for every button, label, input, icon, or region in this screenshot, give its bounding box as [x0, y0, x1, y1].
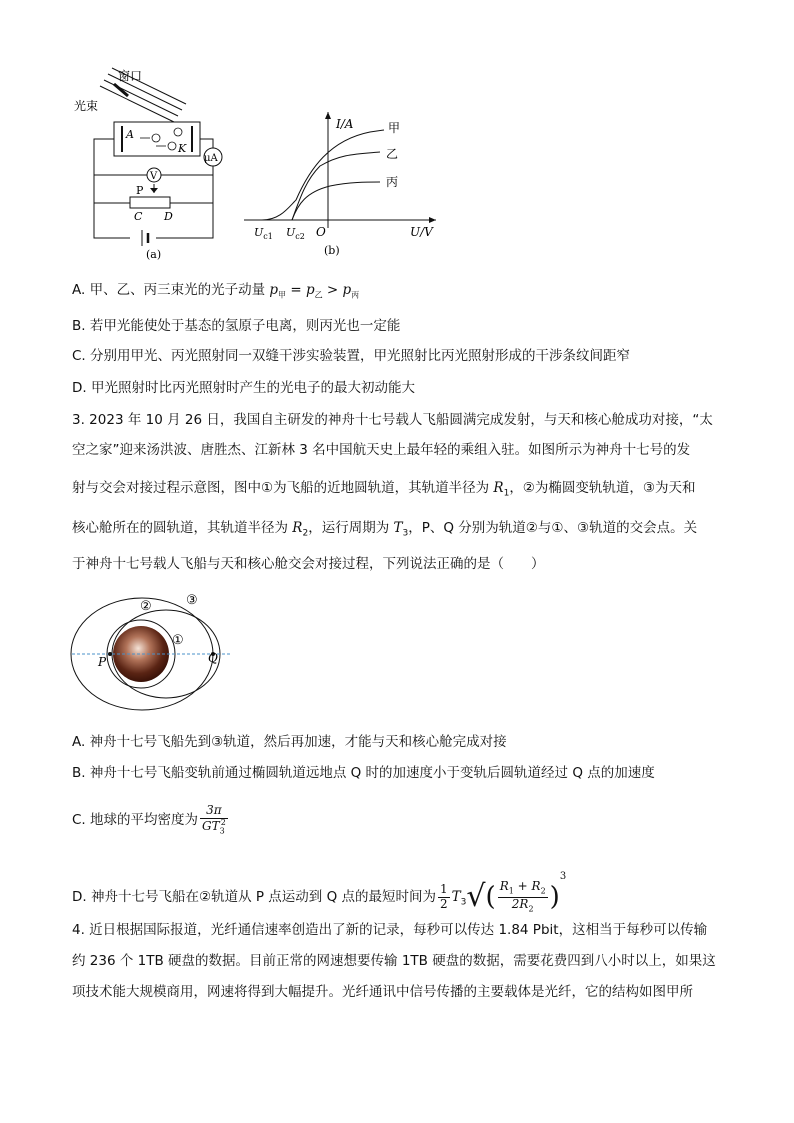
- q4-line2: 约 236 个 1TB 硬盘的数据。目前正常的网速想要传输 1TB 硬盘的数据，需要花费四到八小时以上，如果这: [72, 953, 716, 969]
- rheostat: [130, 197, 170, 208]
- curve-yi-label: 乙: [386, 147, 399, 161]
- slider-label: P: [136, 184, 144, 197]
- uc2-label: $U_{c2}$: [286, 226, 305, 241]
- q2-option-c: C. 分别用甲光、丙光照射同一双缝干涉实验装置，甲光照射比丙光照射形成的干涉条纹间距窄: [72, 348, 631, 364]
- curve-yi: [292, 152, 380, 220]
- q3-stem-line5: 于神舟十七号载人飞船与天和核心舱交会对接过程，下列说法正确的是（ ）: [72, 556, 545, 572]
- slider-arrow: [150, 188, 158, 193]
- figure-b-graph: [240, 108, 440, 258]
- point-q-label: Q: [208, 651, 218, 665]
- orbit-figure: [68, 590, 234, 720]
- anode-label: A: [126, 128, 134, 141]
- figure-a-caption: (a): [146, 248, 162, 261]
- figure-a-circuit: [70, 66, 230, 266]
- q3-option-b: B. 神舟十七号飞船变轨前通过椭圆轨道远地点 Q 时的加速度小于变轨后圆轨道经过 Q 点的加速度: [72, 765, 655, 781]
- orbit-3-label: ③: [186, 593, 198, 608]
- q3-stem-line4: 核心舱所在的圆轨道，其轨道半径为 $R_2$，运行周期为 $T_3$，P、Q 分别为轨道②与①、③轨道的交会点。关: [72, 520, 698, 539]
- light-beam: [100, 68, 186, 122]
- x-axis-label: U/V: [410, 225, 433, 239]
- q3-stem-line3: 射与交会对接过程示意图，图中①为飞船的近地圆轨道，其轨道半径为 $R_1$，②为椭圆变轨轨道，③为天和: [72, 480, 696, 499]
- figure-b-caption: (b): [324, 244, 340, 257]
- q3-stem-line1: 3. 2023 年 10 月 26 日，我国自主研发的神舟十七号载人飞船圆满完成发射，与天和核心舱成功对接，“太: [72, 412, 713, 428]
- q3-stem-line2: 空之家”迎来汤洪波、唐胜杰、江新林 3 名中国航天史上最年轻的乘组入驻。如图所示为神舟十七号的发: [72, 442, 691, 458]
- q2-option-b: B. 若甲光能使处于基态的氢原子电离，则丙光也一定能: [72, 318, 401, 334]
- voltmeter-label: V: [150, 171, 158, 182]
- q2-option-a: A. 甲、乙、丙三束光的光子动量 $p_甲 = p_乙 > p_丙$: [72, 282, 360, 300]
- curves: [262, 130, 384, 220]
- uc1-label: $U_{c1}$: [254, 226, 273, 241]
- cathode-label: K: [178, 142, 187, 155]
- y-axis-label: I/A: [336, 117, 354, 131]
- q4-line3: 项技术能大规模商用，网速将得到大幅提升。光纤通讯中信号传播的主要载体是光纤，它的结构如图甲所: [72, 984, 693, 1000]
- curve-jia: [262, 130, 384, 220]
- electrons: [140, 128, 182, 150]
- q3-option-d: D. 神舟十七号飞船在②轨道从 P 点运动到 Q 点的最短时间为 $\frac{1}{2}$ $T_3√$( $\frac{R_1 + R_2}{2R_2}$ )$^3$: [72, 871, 567, 914]
- curve-bing-label: 丙: [386, 175, 399, 189]
- point-p-label: P: [98, 655, 107, 669]
- beam-label: 光束: [74, 99, 99, 113]
- y-axis-arrow: [325, 112, 331, 119]
- q4-line1: 4. 近日根据国际报道，光纤通信速率创造出了新的记录，每秒可以传达 1.84 Pbit，这相当于每秒可以传输: [72, 922, 708, 938]
- orbit-1-label: ①: [172, 633, 184, 648]
- q3-option-c: C. 地球的平均密度为 $\frac{3\pi}{GT_3^2}$: [72, 803, 226, 835]
- orbit-2-label: ②: [140, 599, 152, 614]
- curve-jia-label: 甲: [388, 121, 401, 135]
- q2-option-d: D. 甲光照射时比丙光照射时产生的光电子的最大初动能大: [72, 380, 415, 396]
- x-axis-arrow: [429, 217, 436, 223]
- c-label: C: [134, 210, 143, 223]
- earth: [113, 626, 169, 682]
- point-p-dot: [108, 652, 112, 656]
- q3-option-a: A. 神舟十七号飞船先到③轨道，然后再加速，才能与天和核心舱完成对接: [72, 734, 507, 750]
- origin-label: O: [316, 225, 326, 239]
- d-label: D: [164, 210, 173, 223]
- window-label: 窗口: [118, 69, 143, 83]
- ammeter-label: μA: [204, 153, 218, 164]
